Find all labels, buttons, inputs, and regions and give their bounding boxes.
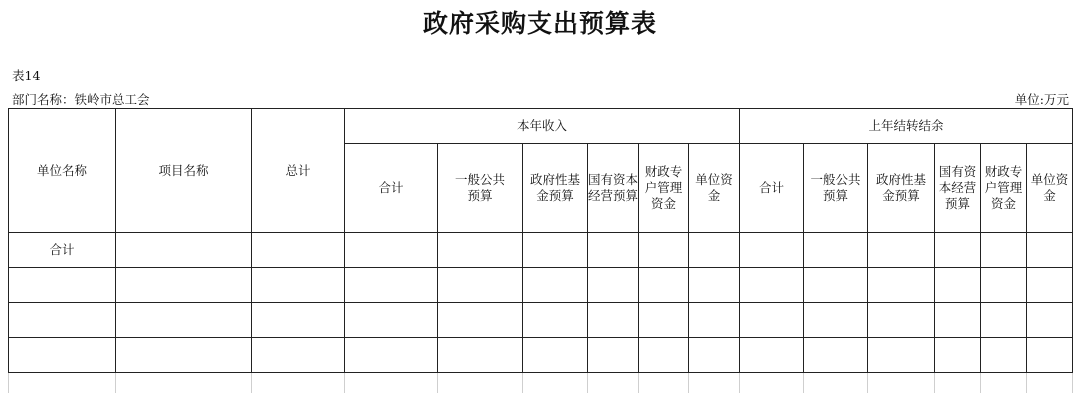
table-cell[interactable] — [9, 303, 116, 338]
table-cell[interactable] — [868, 338, 935, 373]
table-cell[interactable] — [740, 373, 804, 393]
table-cell[interactable] — [9, 268, 116, 303]
table-cell[interactable] — [588, 268, 639, 303]
header-income-unit-funds: 单位资金 — [689, 144, 740, 233]
table-cell[interactable] — [523, 373, 588, 393]
table-cell[interactable] — [438, 373, 523, 393]
table-cell[interactable] — [981, 268, 1027, 303]
table-cell[interactable] — [1027, 373, 1073, 393]
table-cell[interactable] — [981, 233, 1027, 268]
table-cell[interactable] — [116, 268, 252, 303]
table-number: 表14 — [12, 68, 41, 83]
table-cell[interactable] — [1027, 303, 1073, 338]
table-cell[interactable] — [345, 338, 438, 373]
table-cell[interactable] — [252, 338, 345, 373]
header-income-state-capital: 国有资本经营预算 — [588, 144, 639, 233]
header-carry-state-capital: 国有资本经营预算 — [935, 144, 981, 233]
table-cell[interactable] — [639, 268, 689, 303]
table-cell[interactable] — [1027, 338, 1073, 373]
header-income-general-budget: 一般公共预算 — [438, 144, 523, 233]
header-carry-subtotal: 合计 — [740, 144, 804, 233]
header-carry-unit-funds: 单位资金 — [1027, 144, 1073, 233]
table-cell[interactable] — [1027, 268, 1073, 303]
table-cell[interactable] — [252, 303, 345, 338]
table-cell[interactable] — [116, 233, 252, 268]
header-carry-general-budget: 一般公共预算 — [804, 144, 868, 233]
table-cell[interactable] — [804, 268, 868, 303]
table-cell[interactable] — [116, 338, 252, 373]
table-cell[interactable] — [935, 338, 981, 373]
table-cell[interactable] — [345, 233, 438, 268]
table-cell[interactable] — [804, 338, 868, 373]
row-total-label: 合计 — [9, 233, 116, 268]
table-cell[interactable] — [523, 233, 588, 268]
table-cell[interactable] — [345, 373, 438, 393]
header-income-gov-fund: 政府性基金预算 — [523, 144, 588, 233]
table-cell[interactable] — [868, 373, 935, 393]
table-row — [9, 338, 1073, 373]
header-income-special-account: 财政专户管理资金 — [639, 144, 689, 233]
header-carryover: 上年结转结余 — [740, 109, 1073, 144]
table-cell[interactable] — [588, 338, 639, 373]
table-cell[interactable] — [981, 303, 1027, 338]
table-cell[interactable] — [689, 233, 740, 268]
table-cell[interactable] — [438, 338, 523, 373]
page-title: 政府采购支出预算表 — [422, 9, 657, 38]
table-row — [9, 373, 1073, 393]
header-project-name: 项目名称 — [116, 109, 252, 233]
department-name: 部门名称：铁岭市总工会 — [12, 92, 150, 107]
header-total: 总计 — [252, 109, 345, 233]
unit-label: 单位:万元 — [1014, 92, 1069, 107]
table-cell[interactable] — [804, 233, 868, 268]
header-carry-special-account: 财政专户管理资金 — [981, 144, 1027, 233]
table-cell[interactable] — [523, 338, 588, 373]
table-cell[interactable] — [345, 268, 438, 303]
table-cell[interactable] — [935, 373, 981, 393]
table-cell[interactable] — [345, 303, 438, 338]
table-cell[interactable] — [804, 373, 868, 393]
table-cell[interactable] — [588, 373, 639, 393]
table-cell[interactable] — [935, 268, 981, 303]
table-cell[interactable] — [438, 268, 523, 303]
table-cell[interactable] — [523, 303, 588, 338]
table-cell[interactable] — [438, 233, 523, 268]
table-cell[interactable] — [689, 373, 740, 393]
table-cell[interactable] — [116, 373, 252, 393]
table-cell[interactable] — [740, 303, 804, 338]
table-cell[interactable] — [438, 303, 523, 338]
table-cell[interactable] — [689, 268, 740, 303]
header-current-income: 本年收入 — [345, 109, 740, 144]
table-row — [9, 268, 1073, 303]
table-cell[interactable] — [981, 373, 1027, 393]
table-cell[interactable] — [740, 338, 804, 373]
table-cell[interactable] — [868, 303, 935, 338]
table-cell[interactable] — [868, 233, 935, 268]
header-carry-gov-fund: 政府性基金预算 — [868, 144, 935, 233]
table-cell[interactable] — [116, 303, 252, 338]
table-cell[interactable] — [588, 303, 639, 338]
table-cell[interactable] — [935, 233, 981, 268]
table-cell[interactable] — [639, 303, 689, 338]
table-cell[interactable] — [868, 268, 935, 303]
table-row — [9, 303, 1073, 338]
table-cell[interactable] — [740, 233, 804, 268]
header-unit-name: 单位名称 — [9, 109, 116, 233]
budget-table — [8, 108, 1073, 393]
table-cell[interactable] — [9, 338, 116, 373]
table-cell[interactable] — [252, 373, 345, 393]
table-cell[interactable] — [252, 268, 345, 303]
table-cell[interactable] — [252, 233, 345, 268]
table-cell[interactable] — [523, 268, 588, 303]
table-cell[interactable] — [981, 338, 1027, 373]
table-cell[interactable] — [9, 373, 116, 393]
table-cell[interactable] — [740, 268, 804, 303]
table-cell[interactable] — [588, 233, 639, 268]
table-cell[interactable] — [804, 303, 868, 338]
table-cell[interactable] — [935, 303, 981, 338]
table-cell[interactable] — [1027, 233, 1073, 268]
table-cell[interactable] — [639, 233, 689, 268]
table-cell[interactable] — [689, 303, 740, 338]
header-income-subtotal: 合计 — [345, 144, 438, 233]
table-cell[interactable] — [639, 373, 689, 393]
table-row — [9, 233, 1073, 268]
table-cell[interactable] — [639, 338, 689, 373]
table-cell[interactable] — [689, 338, 740, 373]
